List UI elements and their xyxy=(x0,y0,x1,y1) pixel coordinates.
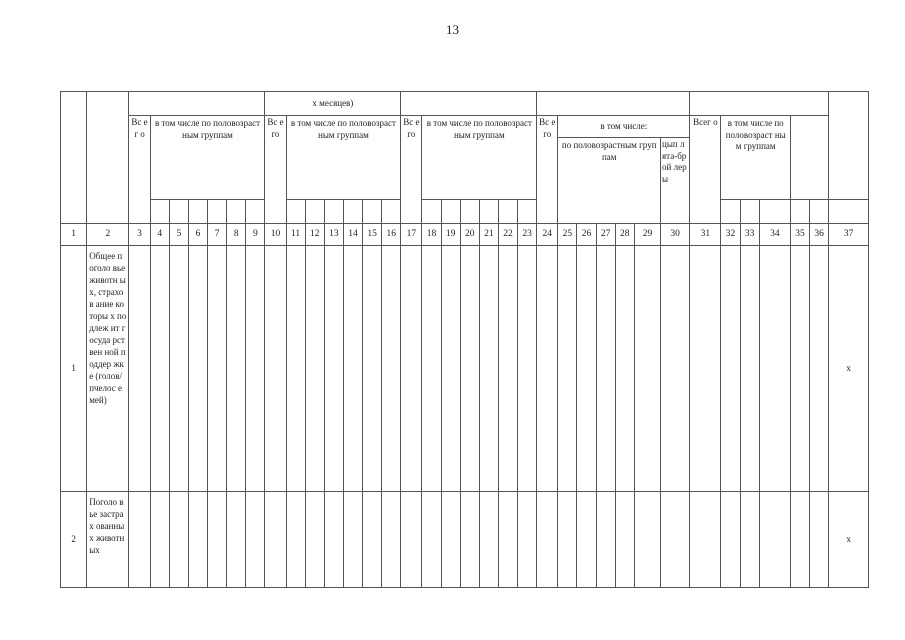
data-cell xyxy=(759,492,790,588)
row-number: 1 xyxy=(61,246,87,492)
sub-cell xyxy=(324,200,343,224)
column-number: 14 xyxy=(343,224,362,246)
statistics-table xyxy=(60,91,869,588)
sub-cell xyxy=(441,200,460,224)
sex-age-groups-header-1: в том числе по половозрастным группам xyxy=(150,116,265,200)
data-cell xyxy=(721,492,740,588)
sub-cell xyxy=(829,200,869,224)
column-number: 33 xyxy=(740,224,759,246)
sub-cell xyxy=(363,200,382,224)
data-cell xyxy=(661,246,690,492)
data-cell xyxy=(246,492,265,588)
column-number: 22 xyxy=(498,224,517,246)
column-number: 23 xyxy=(518,224,537,246)
data-cell xyxy=(343,492,362,588)
column-number: 9 xyxy=(246,224,265,246)
column-number: 34 xyxy=(759,224,790,246)
column-number: 36 xyxy=(810,224,829,246)
data-cell xyxy=(208,246,227,492)
data-cell xyxy=(324,246,343,492)
sub-cell xyxy=(759,200,790,224)
data-cell xyxy=(169,492,188,588)
column-number: 26 xyxy=(577,224,596,246)
column-number: 13 xyxy=(324,224,343,246)
group-3-top xyxy=(401,92,537,116)
data-cell xyxy=(721,246,740,492)
column-number: 8 xyxy=(227,224,246,246)
data-cell xyxy=(150,492,169,588)
data-cell xyxy=(422,246,441,492)
data-cell xyxy=(441,492,460,588)
data-cell xyxy=(690,492,721,588)
row-last-cell: х xyxy=(829,246,869,492)
data-cell xyxy=(810,492,829,588)
sub-cell xyxy=(790,200,809,224)
vsego-header-5: Всег о xyxy=(690,116,721,224)
sub-cell xyxy=(479,200,498,224)
data-cell xyxy=(740,492,759,588)
sub-cell xyxy=(188,200,207,224)
vsego-header-2: Вс его xyxy=(265,116,286,224)
including-header: в том числе: xyxy=(558,116,690,138)
sub-cell xyxy=(498,200,517,224)
sub-cell xyxy=(740,200,759,224)
data-cell xyxy=(690,246,721,492)
page-number: 13 xyxy=(446,22,459,37)
data-cell xyxy=(363,492,382,588)
column-number: 24 xyxy=(537,224,558,246)
data-cell xyxy=(188,246,207,492)
column-number: 15 xyxy=(363,224,382,246)
data-cell xyxy=(286,246,305,492)
column-number: 35 xyxy=(790,224,809,246)
sub-cell xyxy=(150,200,169,224)
sub-cell xyxy=(382,200,401,224)
by-sex-age-header: по половозрастным группам xyxy=(558,138,661,224)
sub-cell xyxy=(460,200,479,224)
data-cell xyxy=(150,246,169,492)
sub-cell xyxy=(518,200,537,224)
row-number: 2 xyxy=(61,492,87,588)
sub-cell xyxy=(810,200,829,224)
data-cell xyxy=(208,492,227,588)
data-cell xyxy=(790,492,809,588)
column-number: 5 xyxy=(169,224,188,246)
data-cell xyxy=(537,246,558,492)
sub-cell xyxy=(169,200,188,224)
group-1-top xyxy=(129,92,265,116)
group-5-top xyxy=(690,92,829,116)
data-cell xyxy=(577,492,596,588)
broilers-header: цып лята-брой леры xyxy=(661,138,690,224)
group-4-top xyxy=(537,92,690,116)
data-cell xyxy=(441,246,460,492)
sub-cell xyxy=(343,200,362,224)
header-col-36 xyxy=(829,92,869,200)
sub-cell xyxy=(227,200,246,224)
data-cell xyxy=(305,492,324,588)
column-number: 2 xyxy=(87,224,129,246)
column-number: 17 xyxy=(401,224,422,246)
column-number: 20 xyxy=(460,224,479,246)
header-corner-2 xyxy=(87,92,129,224)
data-cell xyxy=(518,246,537,492)
column-number: 12 xyxy=(305,224,324,246)
data-cell xyxy=(169,246,188,492)
data-cell xyxy=(740,246,759,492)
sub-cell xyxy=(721,200,740,224)
data-cell xyxy=(227,246,246,492)
data-cell xyxy=(577,246,596,492)
column-number: 16 xyxy=(382,224,401,246)
data-cell xyxy=(790,246,809,492)
column-number: 4 xyxy=(150,224,169,246)
sub-cell xyxy=(286,200,305,224)
data-cell xyxy=(661,492,690,588)
sub-cell xyxy=(422,200,441,224)
data-cell xyxy=(227,492,246,588)
data-cell xyxy=(422,492,441,588)
column-number: 31 xyxy=(690,224,721,246)
row-label: Поголо вье застрах ованны х животн ых xyxy=(87,492,129,588)
column-number: 18 xyxy=(422,224,441,246)
data-cell xyxy=(246,246,265,492)
sex-age-groups-header-3: в том числе по половозрастным группам xyxy=(422,116,537,200)
data-cell xyxy=(188,492,207,588)
data-cell xyxy=(558,246,577,492)
data-cell xyxy=(810,246,829,492)
column-number: 37 xyxy=(829,224,869,246)
vsego-header-4: Вс его xyxy=(537,116,558,224)
data-cell xyxy=(363,246,382,492)
data-cell xyxy=(129,246,150,492)
sex-age-groups-header-2: в том числе по половозрастным группам xyxy=(286,116,401,200)
vsego-header-3: Вс его xyxy=(401,116,422,224)
data-cell xyxy=(615,246,634,492)
column-number: 21 xyxy=(479,224,498,246)
column-number: 32 xyxy=(721,224,740,246)
row-label: Общее поголо вье животн ых, страхов ание которы х подлеж ит госуда рствен ной поддер жке (голов/ пчелос емей) xyxy=(87,246,129,492)
data-cell xyxy=(324,492,343,588)
data-cell xyxy=(460,246,479,492)
data-cell xyxy=(382,492,401,588)
column-number: 3 xyxy=(129,224,150,246)
vsego-header-1: Вс ег о xyxy=(129,116,150,224)
column-number: 7 xyxy=(208,224,227,246)
data-cell xyxy=(759,246,790,492)
data-cell xyxy=(460,492,479,588)
data-cell xyxy=(537,492,558,588)
column-number: 1 xyxy=(61,224,87,246)
data-cell xyxy=(343,246,362,492)
data-cell xyxy=(265,246,286,492)
data-cell xyxy=(596,246,615,492)
sub-cell xyxy=(305,200,324,224)
sex-age-groups-header-5: в том числе по половозраст ным группам xyxy=(721,116,790,200)
header-corner-1 xyxy=(61,92,87,224)
data-cell xyxy=(479,492,498,588)
row-last-cell: х xyxy=(829,492,869,588)
sub-cell xyxy=(208,200,227,224)
data-cell xyxy=(286,492,305,588)
column-number: 25 xyxy=(558,224,577,246)
data-cell xyxy=(518,492,537,588)
data-cell xyxy=(558,492,577,588)
column-number: 27 xyxy=(596,224,615,246)
column-number: 28 xyxy=(615,224,634,246)
group-5-blank xyxy=(790,116,828,200)
months-label: х месяцев) xyxy=(265,92,401,116)
data-cell xyxy=(401,492,422,588)
data-cell xyxy=(265,492,286,588)
column-number: 11 xyxy=(286,224,305,246)
data-cell xyxy=(401,246,422,492)
column-number: 29 xyxy=(634,224,660,246)
data-cell xyxy=(498,492,517,588)
sub-cell xyxy=(246,200,265,224)
data-cell xyxy=(596,492,615,588)
column-number: 30 xyxy=(661,224,690,246)
data-cell xyxy=(479,246,498,492)
column-number: 6 xyxy=(188,224,207,246)
data-cell xyxy=(615,492,634,588)
data-cell xyxy=(129,492,150,588)
data-cell xyxy=(305,246,324,492)
data-cell xyxy=(382,246,401,492)
column-number: 19 xyxy=(441,224,460,246)
data-cell xyxy=(634,492,660,588)
column-number: 10 xyxy=(265,224,286,246)
data-cell xyxy=(634,246,660,492)
data-cell xyxy=(498,246,517,492)
